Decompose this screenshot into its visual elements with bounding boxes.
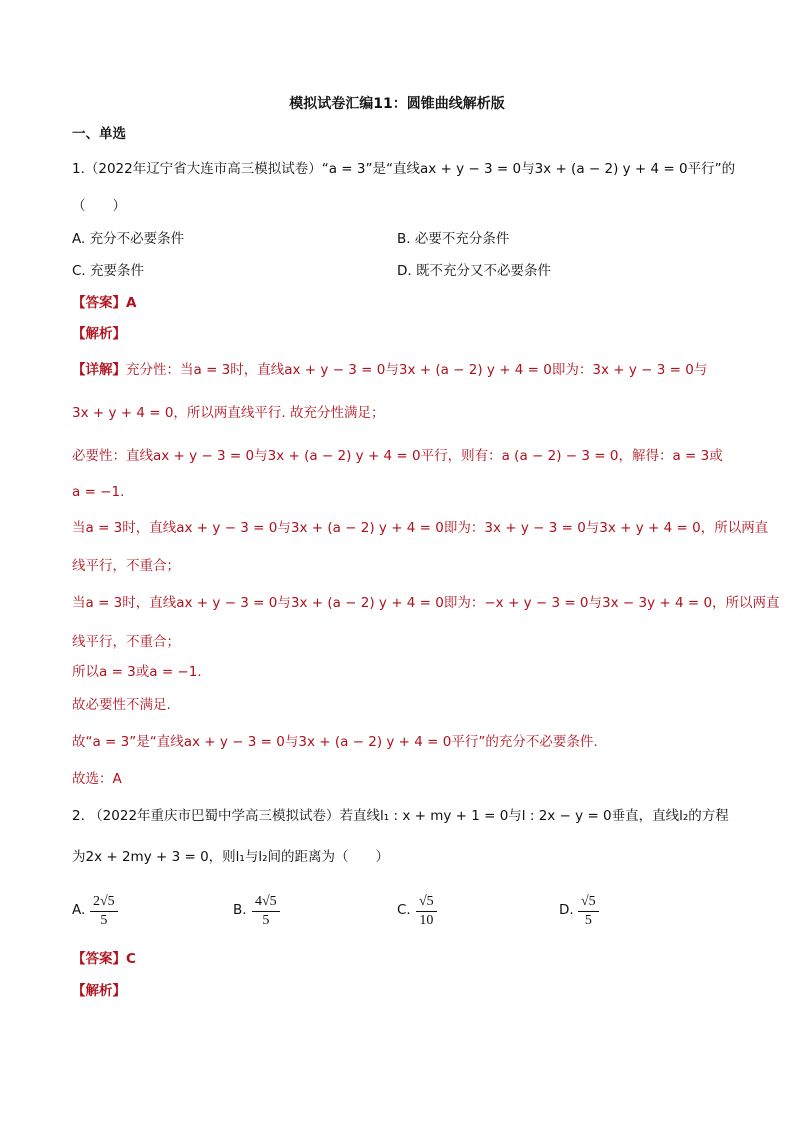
q2-option-c-label: C.: [397, 902, 411, 918]
numerator: 4√5: [252, 892, 280, 912]
q1-choose: [72, 769, 122, 789]
q1-detail-line11: 故“a = 3”是“直线ax + y − 3 = 0与3x + (a − 2) y + 4 = 0平行”的充分不必要条件.: [72, 734, 598, 750]
q1-detail-line5: 当a = 3时，直线ax + y − 3 = 0与3x + (a − 2) y + 4 = 0即为：3x + y − 3 = 0与3x + y + 4 = 0，所以两直: [72, 520, 769, 536]
q2-option-d-label: D.: [559, 902, 574, 918]
q1-detail-line4: a = −1.: [72, 484, 125, 500]
choose-value: A: [112, 771, 122, 787]
q2-option-b-label: B.: [233, 902, 247, 918]
q2-option-c: [397, 892, 517, 936]
q1-detail-line3: 必要性：直线ax + y − 3 = 0与3x + (a − 2) y + 4 = 0平行，则有：a (a − 2) − 3 = 0，解得：a = 3或: [72, 448, 723, 464]
q1-detail-line2: 3x + y + 4 = 0，所以两直线平行. 故充分性满足；: [72, 405, 385, 421]
numerator: 2√5: [90, 892, 118, 912]
denominator: 5: [262, 913, 270, 928]
q2-stem-line2: 为2x + 2my + 3 = 0，则l₁与l₂间的距离为（ ）: [72, 849, 389, 865]
q1-answer: [72, 293, 136, 313]
numerator: √5: [578, 892, 599, 912]
q2-answer: [72, 949, 136, 969]
q1-option-c: C. 充要条件: [72, 263, 145, 279]
q1-detail-line1: [72, 360, 707, 380]
q1-detail-line9: 所以a = 3或a = −1.: [72, 664, 202, 680]
q2-option-d-fraction: [578, 892, 599, 930]
choose-label: 故选：: [72, 771, 113, 787]
q2-stem-line1: 2. （2022年重庆市巴蜀中学高三模拟试卷）若直线l₁ : x + my + 1 = 0与l : 2x − y = 0垂直，直线l₂的方程: [72, 808, 729, 824]
q2-option-b-fraction: [252, 892, 280, 930]
q2-option-d: [559, 892, 679, 936]
detail-label: 【详解】: [72, 362, 126, 378]
answer-label: 【答案】: [72, 951, 126, 967]
numerator: √5: [416, 892, 437, 912]
q1-detail-line8: 线平行，不重合；: [72, 634, 180, 650]
q1-detail-line10: 故必要性不满足.: [72, 697, 171, 713]
q1-stem-line1: 1.（2022年辽宁省大连市高三模拟试卷）“a = 3”是“直线ax + y − 3 = 0与3x + (a − 2) y + 4 = 0平行”的: [72, 161, 736, 177]
q1-option-b: B. 必要不充分条件: [397, 231, 510, 247]
q1-stem-line2: （ ）: [72, 198, 126, 214]
q2-option-a: [72, 892, 192, 936]
q1-option-d: D. 既不充分又不必要条件: [397, 263, 551, 279]
q2-option-c-fraction: [416, 892, 437, 930]
q2-option-a-fraction: [90, 892, 118, 930]
answer-label: 【答案】: [72, 295, 126, 311]
q1-option-a: A. 充分不必要条件: [72, 231, 185, 247]
section-heading: 一、单选: [72, 126, 126, 142]
q1-detail-line7: 当a = 3时，直线ax + y − 3 = 0与3x + (a − 2) y + 4 = 0即为：−x + y − 3 = 0与3x − 3y + 4 = 0，所以两直: [72, 595, 780, 611]
denominator: 10: [419, 913, 434, 928]
denominator: 5: [584, 913, 592, 928]
detail-text: 充分性：当a = 3时，直线ax + y − 3 = 0与3x + (a − 2) y + 4 = 0即为：3x + y − 3 = 0与: [126, 362, 708, 378]
answer-value: A: [126, 295, 137, 311]
page-title: 模拟试卷汇编11：圆锥曲线解析版: [289, 96, 505, 112]
answer-value: C: [126, 951, 136, 967]
denominator: 5: [100, 913, 108, 928]
q2-option-b: [233, 892, 353, 936]
q1-analysis-label: 【解析】: [72, 326, 126, 342]
q1-detail-line6: 线平行，不重合；: [72, 558, 180, 574]
q2-analysis-label: 【解析】: [72, 983, 126, 999]
q2-option-a-label: A.: [72, 902, 86, 918]
